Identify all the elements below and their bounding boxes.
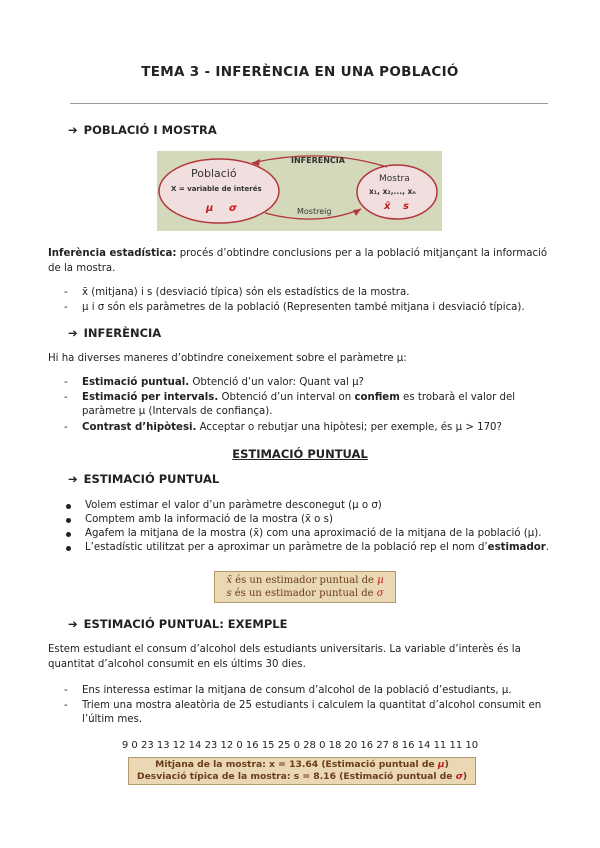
- arrow-icon: ➔: [68, 123, 78, 137]
- list-item-text: μ i σ són els paràmetres de la població (Representen també mitjana i desviació típica).: [82, 302, 525, 313]
- sigma-symbol: σ: [229, 203, 237, 214]
- section-heading-text: POBLACIÓ I MOSTRA: [83, 123, 217, 137]
- arrow-icon: ➔: [68, 472, 78, 486]
- arrow-icon: ➔: [68, 326, 78, 340]
- result-line: Desviació típica de la mostra: s = 8.16 (Estimació puntual de σ): [136, 771, 468, 782]
- list-item-text: Comptem amb la informació de la mostra (x̄ o s): [85, 514, 333, 525]
- section-heading-estimacio: [68, 472, 219, 486]
- list-item-text: L’estadístic utilitzat per a aproximar un paràmetre de la població rep el nom d’: [85, 542, 488, 553]
- list-item-text: Agafem la mitjana de la mostra (x̄) com una aproximació de la mitjana de la població (μ).: [85, 528, 542, 539]
- section-heading-text: INFERÈNCIA: [83, 326, 162, 340]
- sample-values: x₁, x₂,..., xₙ: [369, 187, 416, 196]
- definition-text: procés d’obtindre conclusions per a la població mitjançant la informació de la mostra.: [48, 248, 548, 274]
- list-item: [66, 513, 546, 527]
- page-title: TEMA 3 - INFERÈNCIA EN UNA POBLACIÓ: [141, 64, 459, 80]
- list-item-text: Ens interessa estimar la mitjana de consum d’alcohol de la població d’estudiants, μ.: [82, 685, 512, 696]
- definition-term: Inferència estadística:: [48, 248, 177, 259]
- poblacio-label: Població: [191, 167, 237, 180]
- list-item: - Estimació puntual. Obtenció d’un valor: Quant val μ?: [64, 377, 364, 388]
- sampling-arrowhead: [353, 209, 361, 216]
- list-item-text: Triem una mostra aleatòria de 25 estudiants i calculem la quantitat d’alcohol consumit en l’últim mes.: [82, 700, 542, 725]
- list-item-text: Volem estimar el valor d’un paràmetre desconegut (μ o σ): [85, 500, 382, 511]
- xbar-symbol: x̄: [384, 201, 391, 212]
- section-heading-poblacio: [68, 123, 217, 137]
- section-heading-exemple: [68, 617, 287, 631]
- item-text: es trobarà el valor del paràmetre μ (Intervals de confiança).: [82, 392, 516, 417]
- estimador-term: estimador: [487, 542, 546, 553]
- s-symbol: s: [403, 201, 409, 212]
- list-item: - Contrast d’hipòtesi. Acceptar o rebutjar una hipòtesi; per exemple, és μ > 170?: [64, 422, 502, 433]
- population-sample-diagram: [157, 151, 442, 231]
- section-heading-text: ESTIMACIÓ PUNTUAL: [83, 472, 220, 486]
- section-heading-inferencia: [68, 326, 161, 340]
- sample-data-row: 9 0 23 13 12 14 23 12 0 16 15 25 0 28 0 18 20 16 27 8 16 14 11 11 10: [121, 740, 479, 751]
- list-item: - Estimació per intervals. Obtenció d’un interval on confiem es trobarà el valor del paràmetre μ (Intervals de confiança).: [64, 392, 516, 417]
- item-term: Contrast d’hipòtesi.: [82, 422, 197, 433]
- estimator-formula-box: [214, 571, 396, 603]
- example-intro: Estem estudiant el consum d’alcohol dels estudiants universitaris. La variable d’interès és la quantitat d’alcohol consumit en els últims 30 dies.: [48, 644, 521, 670]
- inferencia-label: INFERÈNCIA: [291, 156, 345, 165]
- result-line: Mitjana de la mostra: x = 13.64 (Estimació puntual de μ): [155, 759, 449, 770]
- list-item: [66, 527, 546, 541]
- list-item: [66, 499, 546, 513]
- formula-line: s és un estimador puntual de σ: [226, 588, 384, 599]
- section-heading-text: ESTIMACIÓ PUNTUAL: EXEMPLE: [83, 617, 288, 631]
- list-item: - x̄ (mitjana) i s (desviació típica) són els estadístics de la mostra.: [64, 286, 544, 300]
- mostreig-label: Mostreig: [297, 207, 332, 216]
- list-item: - Ens interessa estimar la mitjana de consum d’alcohol de la població d’estudiants, μ.: [64, 684, 544, 698]
- formula-line: x̄ és un estimador puntual de μ: [226, 575, 384, 586]
- mostra-label: Mostra: [379, 174, 410, 184]
- item-term: Estimació puntual.: [82, 377, 190, 388]
- example-results-box: [128, 757, 476, 785]
- definition-paragraph: [48, 246, 554, 276]
- list-item: [66, 541, 556, 555]
- item-text: Obtenció d’un interval on: [218, 392, 355, 403]
- list-item-text: x̄ (mitjana) i s (desviació típica) són els estadístics de la mostra.: [82, 287, 410, 298]
- arrow-icon: ➔: [68, 617, 78, 631]
- centered-heading: ESTIMACIÓ PUNTUAL: [232, 447, 368, 461]
- list-item: - Triem una mostra aleatòria de 25 estudiants i calculem la quantitat d’alcohol consumit en l’últim mes.: [64, 699, 544, 726]
- list-item: - μ i σ són els paràmetres de la població (Representen també mitjana i desviació típica).: [64, 301, 544, 315]
- item-text: Obtenció d’un valor: Quant val μ?: [189, 377, 364, 388]
- item-text: Acceptar o rebutjar una hipòtesi; per exemple, és μ > 170?: [196, 422, 502, 433]
- item-term: Estimació per intervals.: [82, 392, 219, 403]
- mu-symbol: μ: [206, 203, 214, 214]
- list-item-text: .: [545, 542, 550, 553]
- variable-label: X = variable de interés: [171, 185, 262, 193]
- item-bold: confiem: [354, 392, 400, 403]
- inference-intro: Hi ha diverses maneres d’obtindre coneixement sobre el paràmetre μ:: [48, 353, 407, 364]
- title-divider: [70, 103, 548, 104]
